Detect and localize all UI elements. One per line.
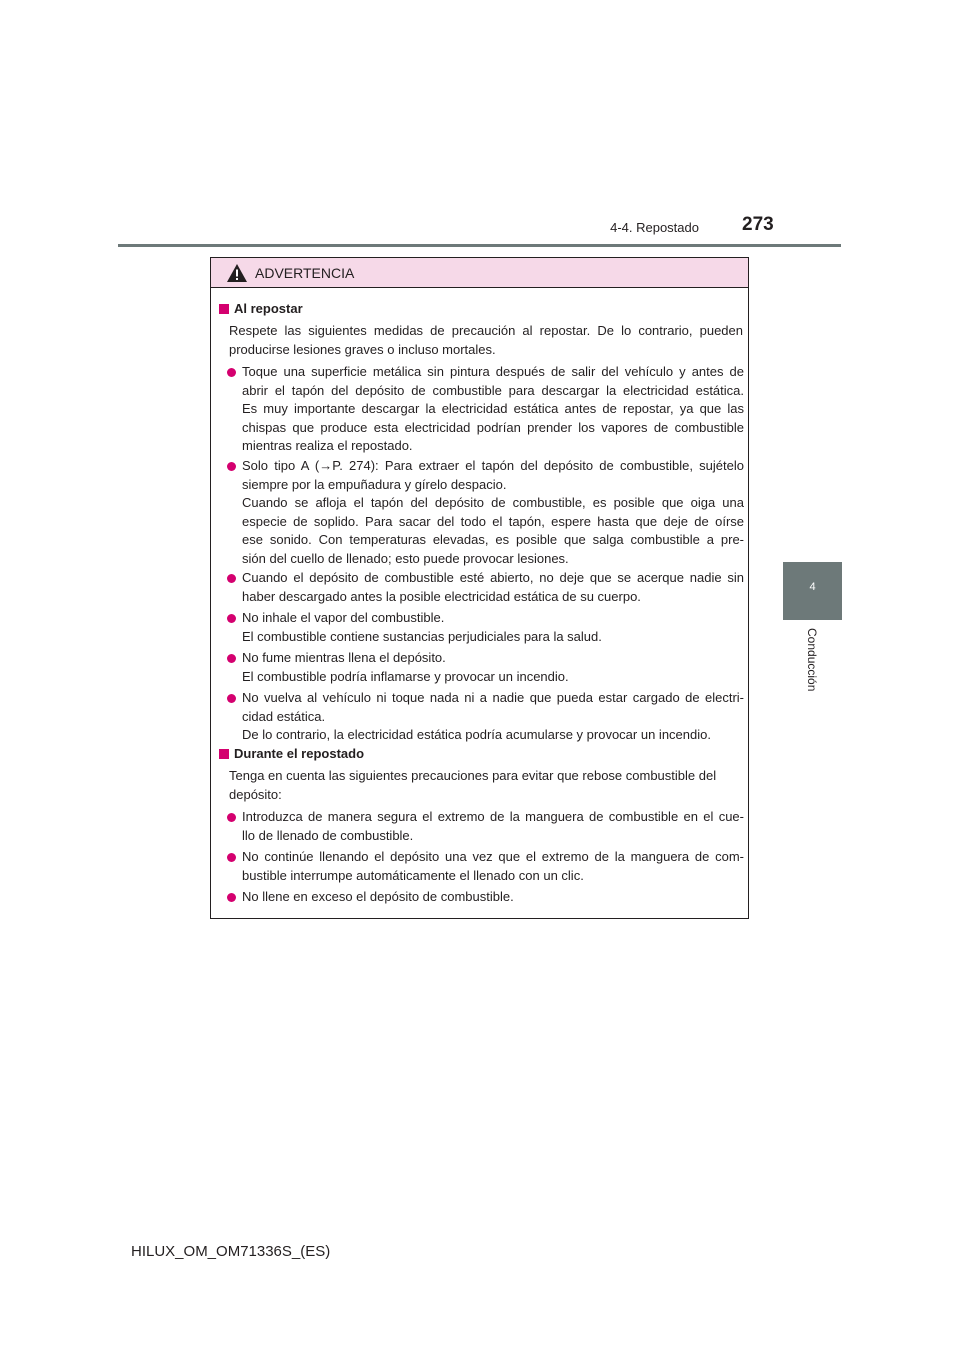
list-item: No vuelva al vehículo ni toque nada ni a nadie que pueda estar cargado de electri- cidad estática. De lo contrario, la electricidad estática podría acumularse y provocar un incendio. [223,689,744,745]
list-item: No llene en exceso el depósito de combustible. [223,888,744,907]
list-item: No continúe llenando el depósito una vez que el extremo de la manguera de com- bustible interrumpe automáticamente el llenado con un clic. [223,848,744,885]
list-item: Solo tipo A (→P. 274): Para extraer el tapón del depósito de combustible, sujételo siempre por la empuñadura y gírelo despacio. Cuando se afloja el tapón del depósito de combustible, es posible que oiga una especie de soplido. Para sacar del todo el tapón, espere hasta que deje de oírse ese sonido. Con temperaturas elevadas, es posible que salga combustible a pre- sión del cuello de llenado; esto puede provocar lesiones. [223,457,744,568]
section-intro: Respete las siguientes medidas de precaución al repostar. De lo contrario, pueden producirse lesiones graves o incluso mortales. [229,323,743,357]
circle-bullet-icon [227,614,236,623]
warning-header [211,258,748,288]
section-heading: Al repostar [219,301,303,316]
circle-bullet-icon [227,813,236,822]
circle-bullet-icon [227,654,236,663]
chapter-label: Conducción [805,628,819,692]
chapter-tab [783,562,842,620]
chapter-label-container [803,628,821,718]
circle-bullet-icon [227,368,236,377]
list-item: Cuando el depósito de combustible esté abierto, no deje que se acerque nadie sin haber descargado antes la posible electricidad estática de su cuerpo. [223,569,744,606]
list-item: No fume mientras llena el depósito. El combustible podría inflamarse y provocar un incendio. [223,649,744,686]
section-title: 4-4. Repostado [610,220,699,235]
page-header [0,0,960,250]
header-divider [118,244,841,247]
list-item: Introduzca de manera segura el extremo de la manguera de combustible en el cue- llo de llenado de combustible. [223,808,744,845]
section-intro: Tenga en cuenta las siguientes precauciones para evitar que rebose combustible del depósito: [229,768,717,802]
page-number: 273 [742,214,774,235]
circle-bullet-icon [227,853,236,862]
list-item: Toque una superficie metálica sin pintura después de salir del vehículo y antes de abrir el tapón del depósito de combustible para descargar la electricidad estática. Es muy importante descargar la electricidad estática antes de repostar, ya que las chispas que produce esta electricidad podrían prender los vapores de combustible mientras realiza el repostado. [223,363,744,456]
warning-triangle-icon [227,264,247,282]
list-item: No inhale el vapor del combustible. El combustible contiene sustancias perjudiciales para la salud. [223,609,744,646]
document-code: HILUX_OM_OM71336S_(ES) [131,1243,331,1260]
warning-title: ADVERTENCIA [255,265,355,281]
circle-bullet-icon [227,462,236,471]
square-bullet-icon [219,304,229,314]
square-bullet-icon [219,749,229,759]
chapter-number: 4 [809,581,816,593]
circle-bullet-icon [227,694,236,703]
section-heading: Durante el repostado [219,746,364,761]
circle-bullet-icon [227,574,236,583]
circle-bullet-icon [227,893,236,902]
warning-box [210,257,749,919]
